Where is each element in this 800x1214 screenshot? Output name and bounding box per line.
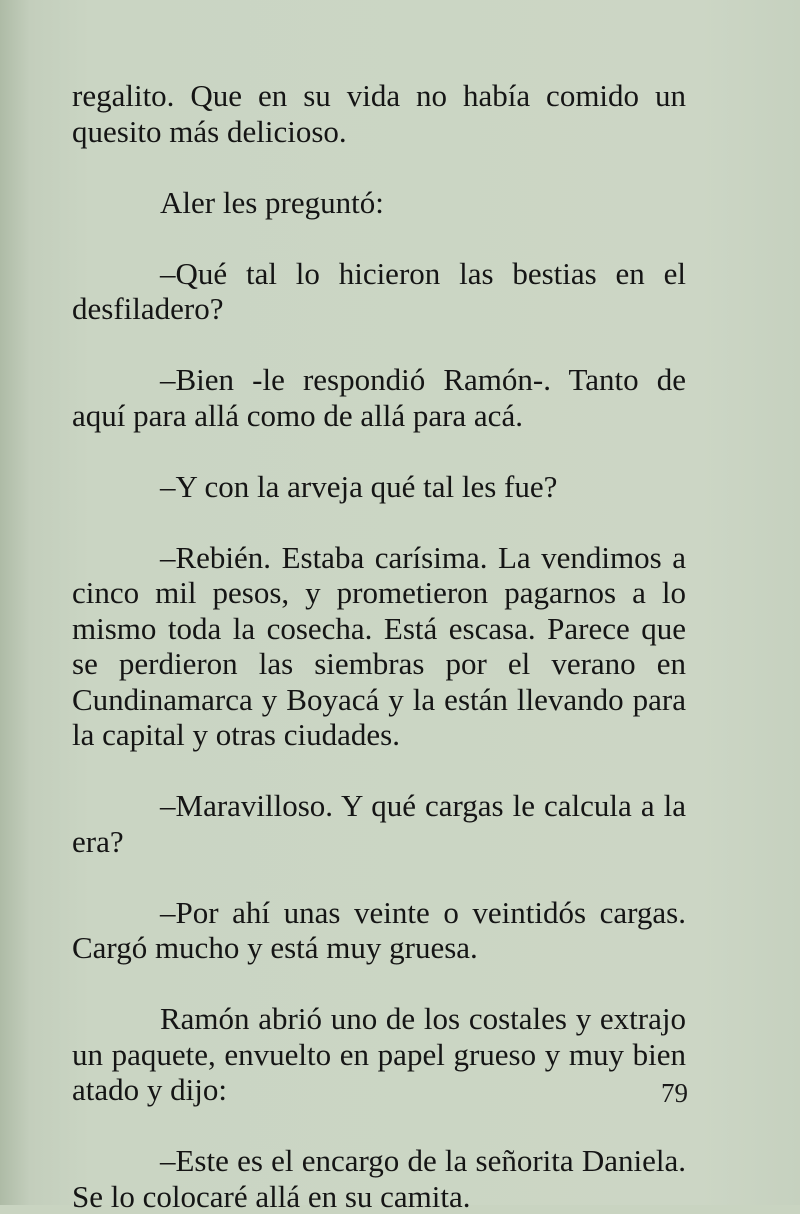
- paragraph-6: –Rebién. Estaba carísima. La vendimos a cinco mil pesos, y prometieron pagarnos a lo mismo toda la cosecha. Está escasa. Parece que se perdieron las siembras por el verano en Cundinamarca y Boyacá y la están llevando para la capital y otras ciudades.: [72, 539, 686, 752]
- body-text: [72, 78, 686, 1214]
- paragraph-10: –Este es el encargo de la señorita Daniela. Se lo colocaré allá en su camita.: [72, 1143, 686, 1214]
- paragraph-5: –Y con la arveja qué tal les fue?: [160, 468, 558, 504]
- paragraph-3: –Qué tal lo hicieron las bestias en el desfiladero?: [72, 255, 686, 326]
- paragraph-9: Ramón abrió uno de los costales y extrajo un paquete, envuelto en papel grueso y muy bien atado y dijo:: [72, 1001, 686, 1107]
- paragraph-2: Aler les preguntó:: [160, 184, 384, 220]
- paragraph-4: –Bien -le respondió Ramón-. Tanto de aquí para allá como de allá para acá.: [72, 362, 686, 433]
- page-number: 79: [661, 1078, 688, 1108]
- paragraph-7: –Maravilloso. Y qué cargas le calcula a la era?: [72, 788, 686, 859]
- paragraph-8: –Por ahí unas veinte o veintidós cargas. Cargó mucho y está muy gruesa.: [72, 894, 686, 965]
- paragraph-1: regalito. Que en su vida no había comido un quesito más delicioso.: [72, 78, 686, 149]
